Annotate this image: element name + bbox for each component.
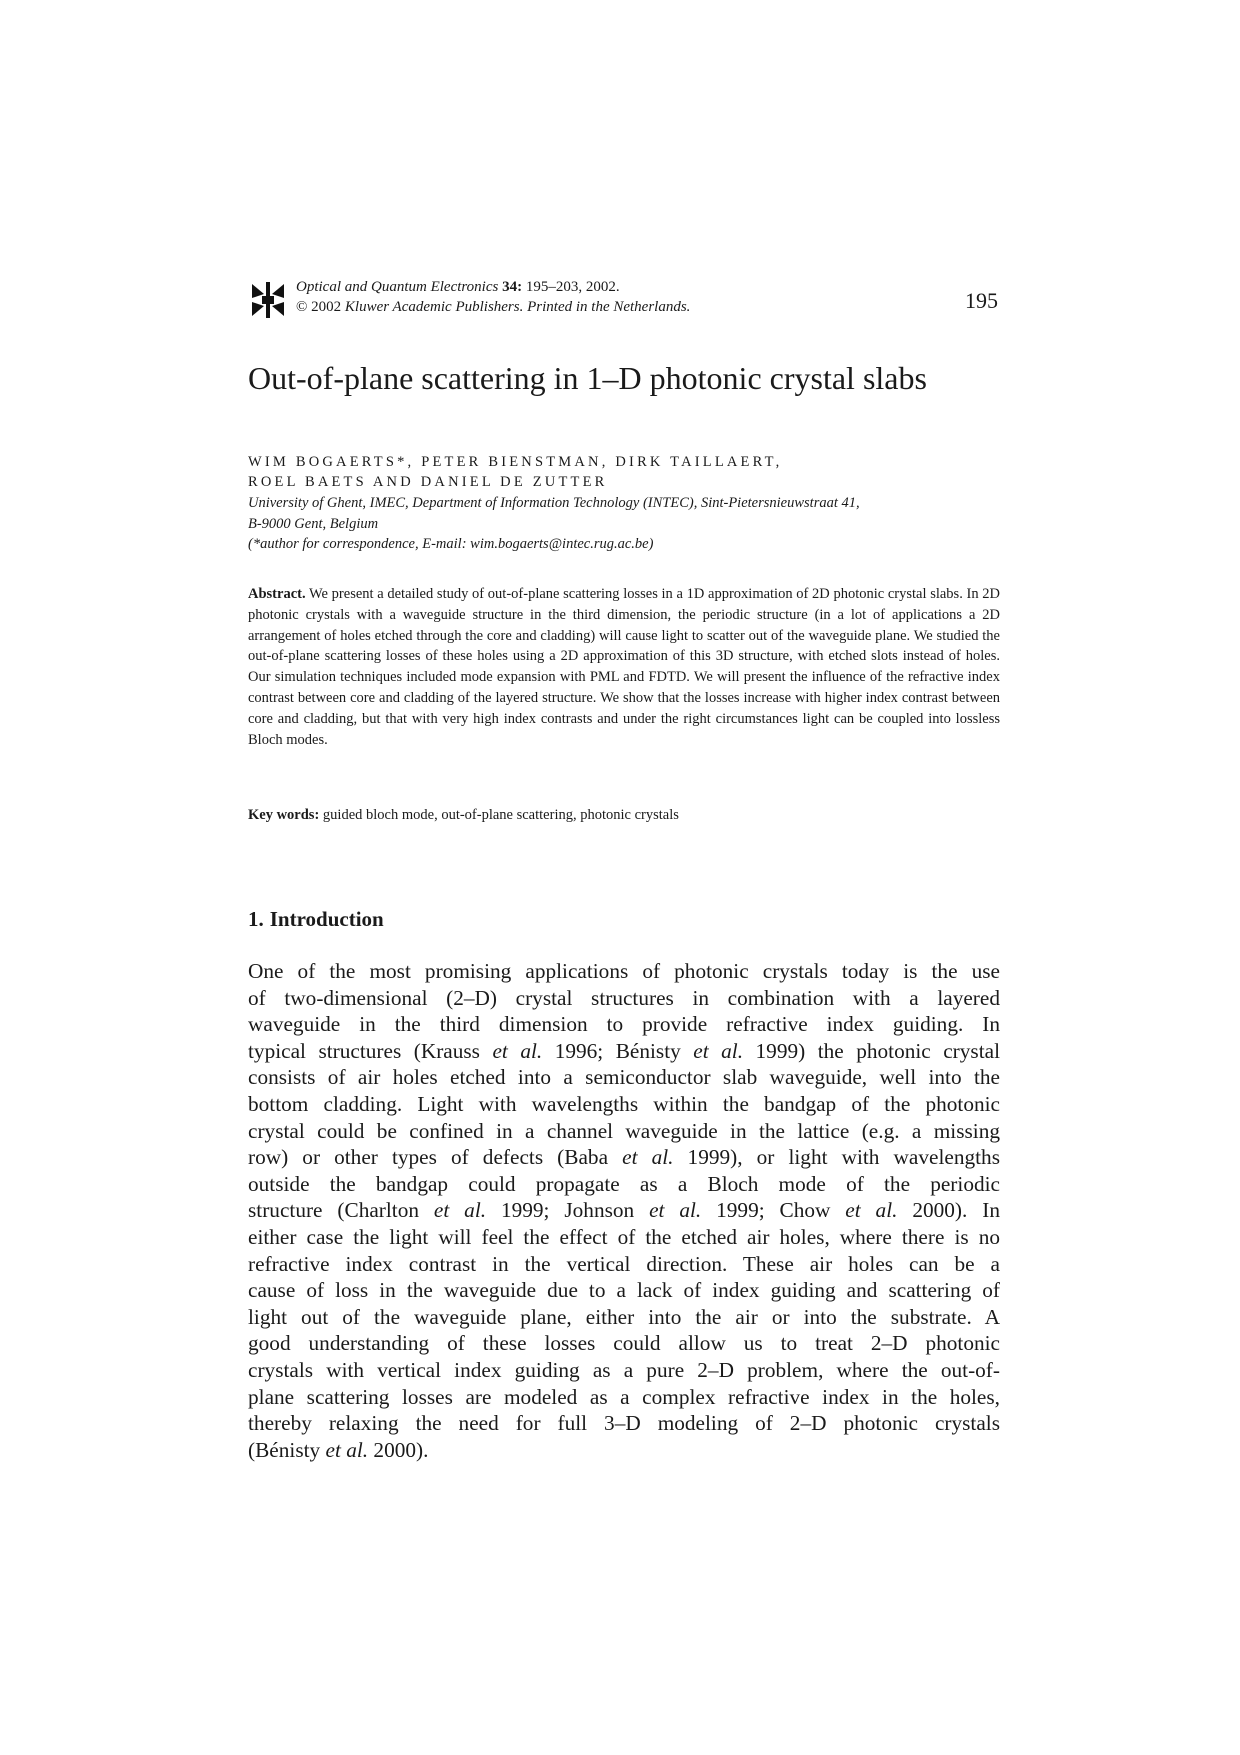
journal-citation [296,278,620,296]
affiliation-line-2: B-9000 Gent, Belgium [248,515,379,532]
keywords-label: Key words: [248,807,320,823]
introduction-body [248,958,1000,1463]
copyright-text: © 2002 [296,299,342,315]
body-line: consists of air holes etched into a semiconductor slab waveguide, well into the [248,1065,1000,1090]
body-line: structure (Charlton et al. 1999; Johnson et al. 1999; Chow et al. 2000). In [248,1198,1000,1223]
affiliation-line-1: University of Ghent, IMEC, Department of Information Technology (INTEC), Sint-Pietersnieuwstraat 41, [248,495,860,511]
author-line-1: WIM BOGAERTS*, PETER BIENSTMAN, DIRK TAILLAERT, [248,454,783,470]
keywords-text: guided bloch mode, out-of-plane scattering, photonic crystals [322,807,679,823]
page-number: 195 [965,288,998,313]
author-line-2: ROEL BAETS AND DANIEL DE ZUTTER [248,474,608,490]
section-title: Introduction [269,907,384,931]
body-line: plane scattering losses are modeled as a complex refractive index in the holes, [248,1384,1000,1409]
abstract-label: Abstract. [248,586,306,602]
body-line: cause of loss in the waveguide due to a lack of index guiding and scattering of [248,1278,1000,1303]
body-line: outside the bandgap could propagate as a Bloch mode of the periodic [248,1171,1000,1196]
body-line: crystals with vertical index guiding as a pure 2–D problem, where the out-of- [248,1357,1000,1382]
journal-pages-year: 195–203, 2002. [522,279,620,295]
keywords [248,805,1000,825]
journal-header [248,278,998,324]
body-line: refractive index contrast in the vertical direction. These air holes can be a [248,1251,1000,1276]
body-line: typical structures (Krauss et al. 1996; Bénisty et al. 1999) the photonic crystal [248,1038,1000,1063]
kluwer-logo-icon [248,280,288,320]
publisher-text: Kluwer Academic Publishers. Printed in the Netherlands. [344,299,691,315]
correspondence-line: (*author for correspondence, E-mail: wim.bogaerts@intec.rug.ac.be) [248,536,654,552]
body-line: thereby relaxing the need for full 3–D modeling of 2–D photonic crystals [248,1411,1000,1436]
body-line: waveguide in the third dimension to provide refractive index guiding. In [248,1012,1000,1037]
journal-volume: 34: [502,279,523,295]
body-line: of two-dimensional (2–D) crystal structures in combination with a layered [248,985,1000,1010]
author-list [248,452,1008,492]
body-line: either case the light will feel the effect of the etched air holes, where there is no [248,1224,1000,1249]
body-line: light out of the waveguide plane, either into the air or into the substrate. A [248,1304,1000,1329]
abstract-text: We present a detailed study of out-of-plane scattering losses in a 1D approximation of 2D photonic crystal slabs. In 2D photonic crystals with a waveguide structure in the third dimension, the periodic structure (in a lot of applications a 2D arrangement of holes etched through the core and cladding) will cause light to scatter out of the waveguide plane. We studied the out-of-plane scattering losses of these holes using a 2D approximation of this 3D structure, with etched slots instead of holes. Our simulation techniques included mode expansion with PML and FDTD. We will present the influence of the refractive index contrast between core and cladding of the layered structure. We show that the losses increase with higher index contrast between core and cladding, but that with very high index contrasts and under the right circumstances light can be coupled into lossless Bloch modes. [248,586,1001,748]
body-line: good understanding of these losses could allow us to treat 2–D photonic [248,1331,1000,1356]
body-line: (Bénisty et al. 2000). [248,1437,429,1462]
journal-name: Optical and Quantum Electronics [296,279,499,295]
section-number: 1. [248,907,264,931]
abstract [248,584,1000,750]
body-line: bottom cladding. Light with wavelengths within the bandgap of the photonic [248,1091,1000,1116]
article-title: Out-of-plane scattering in 1–D photonic crystal slabs [248,360,927,396]
affiliation [248,493,1000,555]
body-line: row) or other types of defects (Baba et al. 1999), or light with wavelengths [248,1145,1000,1170]
body-line: crystal could be confined in a channel waveguide in the lattice (e.g. a missing [248,1118,1000,1143]
body-line: One of the most promising applications of photonic crystals today is the use [248,959,1000,983]
copyright-line [296,298,690,316]
section-heading [248,906,384,932]
